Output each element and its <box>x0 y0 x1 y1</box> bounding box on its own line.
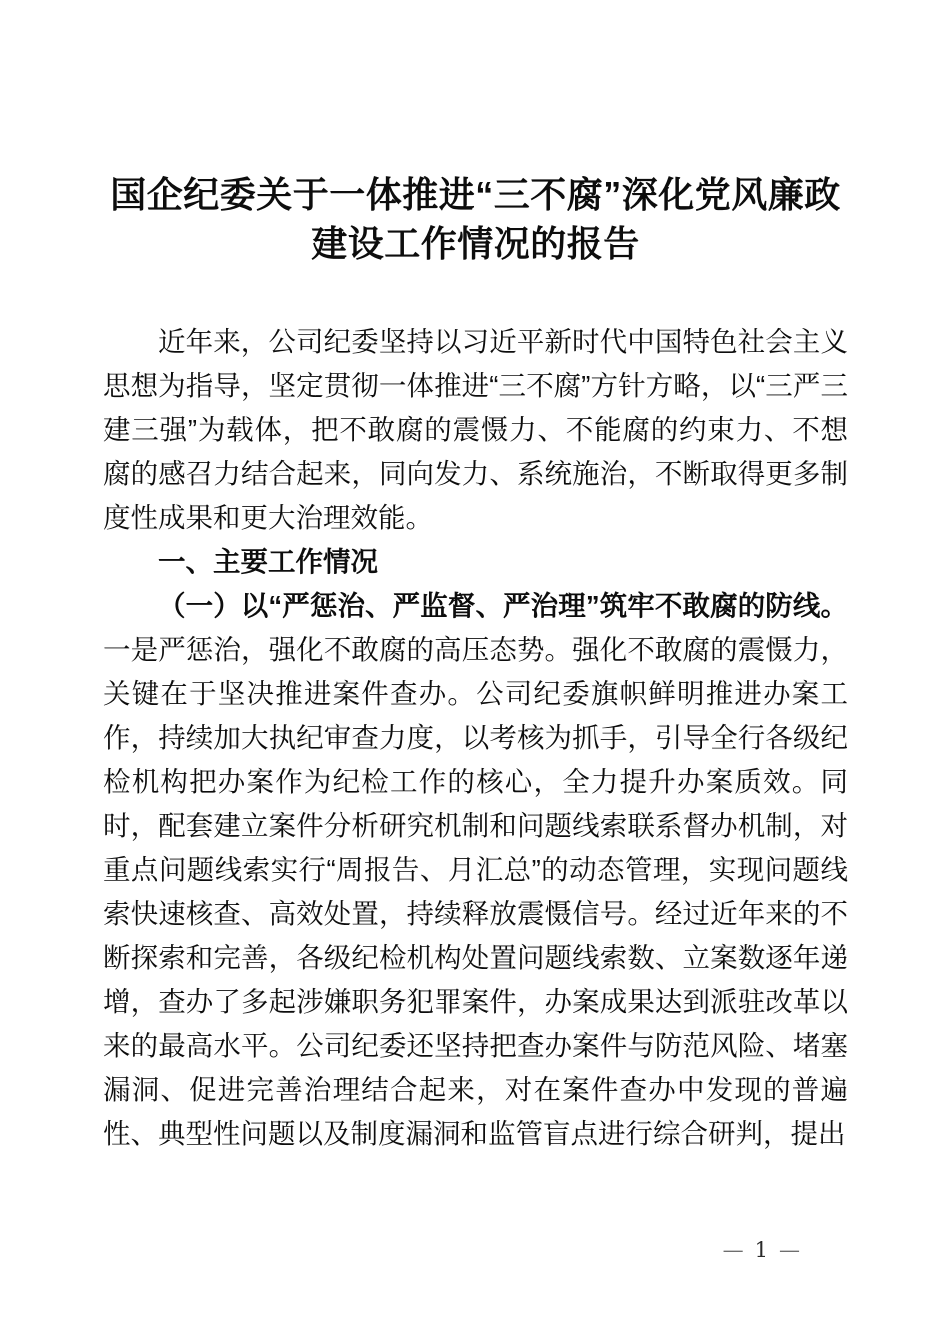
subsection-text: 一是严惩治，强化不敢腐的高压态势。强化不敢腐的震慑力，关键在于坚决推进案件查办。公司纪委旗帜鲜明推进办案工作，持续加大执纪审查力度，以考核为抓手，引导全行各级纪检机构把办案作为纪检工作的核心，全力提升办案质效。同时，配套建立案件分析研究机制和问题线索联系督办机制，对重点问题线索实行“周报告、月汇总”的动态管理，实现问题线索快速核查、高效处置，持续释放震慑信号。经过近年来的不断探索和完善，各级纪检机构处置问题线索数、立案数逐年递增，查办了多起涉嫌职务犯罪案件，办案成果达到派驻改革以来的最高水平。公司纪委还坚持把查办案件与防范风险、堵塞漏洞、促进完善治理结合起来，对在案件查办中发现的普遍性、典型性问题以及制度漏洞和监管盲点进行综合研判，提出 <box>103 634 848 1149</box>
page-footer <box>723 1237 800 1263</box>
page-number: 1 <box>754 1238 768 1262</box>
section-heading: 一、主要工作情况 <box>158 546 378 577</box>
document-content <box>103 0 848 1156</box>
footer-dash-left: — <box>722 1238 744 1262</box>
document-body <box>103 320 848 1156</box>
intro-paragraph: 近年来，公司纪委坚持以习近平新时代中国特色社会主义思想为指导，坚定贯彻一体推进“三不腐”方针方略，以“三严三建三强”为载体，把不敢腐的震慑力、不能腐的约束力、不想腐的感召力结合起来，同向发力、系统施治，不断取得更多制度性成果和更大治理效能。 <box>103 326 848 533</box>
section-paragraph <box>103 584 848 1156</box>
footer-dash-right: — <box>779 1238 800 1262</box>
document-title: 国企纪委关于一体推进“三不腐”深化党风廉政建设工作情况的报告 <box>110 174 841 264</box>
subsection-lead: （一）以“严惩治、严监督、严治理”筑牢不敢腐的防线。 <box>158 590 848 621</box>
